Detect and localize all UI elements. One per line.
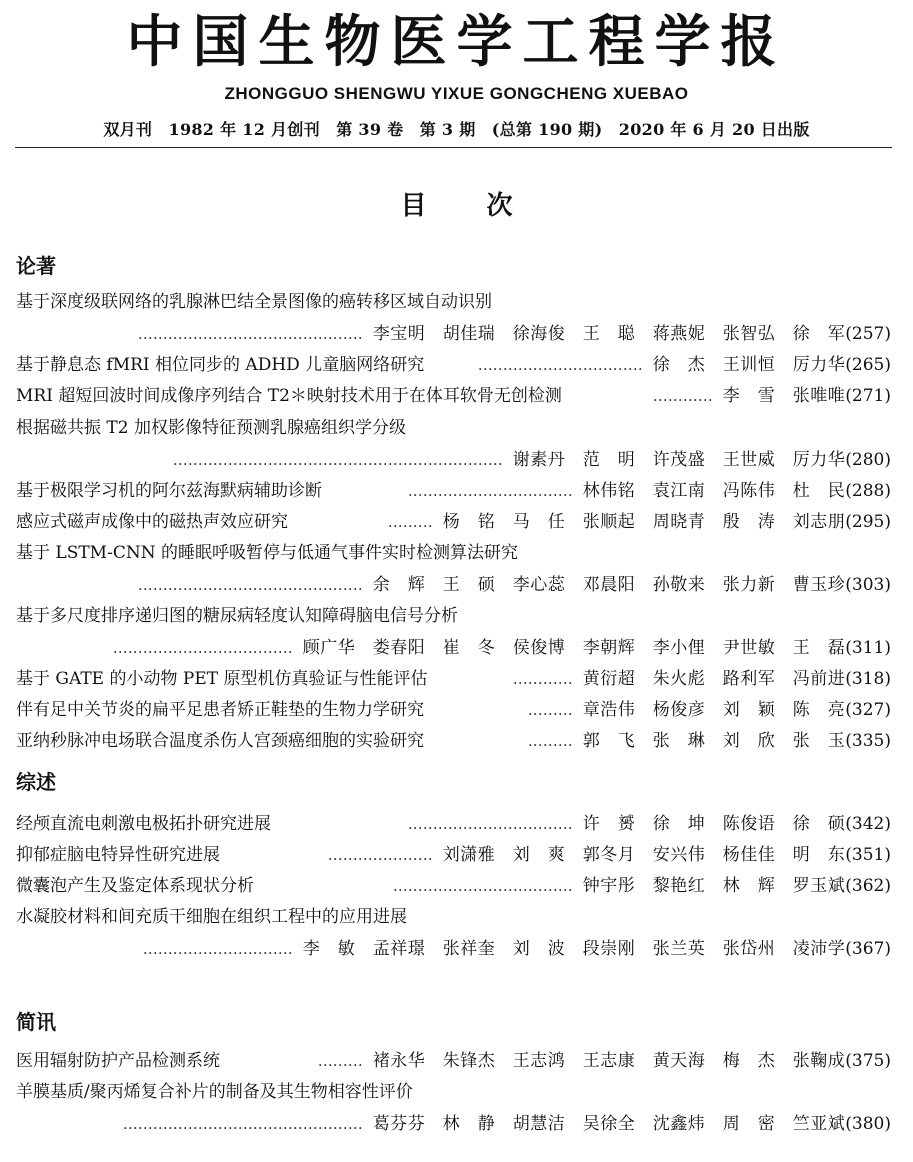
article-byline <box>528 727 891 755</box>
toc-line <box>16 602 891 630</box>
article-byline <box>138 320 891 348</box>
page-number[interactable]: (367) <box>845 939 891 959</box>
toc-line <box>16 665 891 693</box>
article-byline <box>318 1047 891 1075</box>
page-number[interactable]: (380) <box>845 1114 891 1134</box>
leader-dots: ………………………………………………………… <box>172 451 503 469</box>
toc-line <box>16 696 891 724</box>
page-number[interactable]: (342) <box>845 814 891 834</box>
toc-line <box>16 935 891 963</box>
toc-line <box>16 634 891 662</box>
article-title[interactable]: 亚纳秒脉冲电场联合温度杀伤人宫颈癌细胞的实验研究 <box>16 731 424 751</box>
article-authors: 余 辉 王 硕 李心蕊 邓晨阳 孙敬来 张力新 曹玉珍 <box>372 575 846 595</box>
article-authors: 林伟铭 袁江南 冯陈伟 杜 民 <box>582 481 846 501</box>
article-title[interactable]: 基于静息态 fMRI 相位同步的 ADHD 儿童脑网络研究 <box>16 355 425 375</box>
article-byline <box>653 382 891 410</box>
toc-line <box>16 320 891 348</box>
toc-line <box>16 1047 891 1075</box>
leader-dots: ……………………………… <box>392 877 573 895</box>
article-authors: 钟宇彤 黎艳红 林 辉 罗玉斌 <box>582 876 846 896</box>
article-title[interactable]: 感应式磁声成像中的磁热声效应研究 <box>16 512 288 532</box>
leader-dots: …………………………… <box>407 482 573 500</box>
leader-dots: …………………………… <box>477 356 643 374</box>
article-title[interactable]: 基于 GATE 的小动物 PET 原型机仿真验证与性能评估 <box>16 669 428 689</box>
article-authors: 郭 飞 张 琳 刘 欣 张 玉 <box>582 731 846 751</box>
toc-line <box>16 841 891 869</box>
article-byline <box>138 571 891 599</box>
page-number[interactable]: (288) <box>845 481 891 501</box>
article-byline <box>173 446 891 474</box>
section-title-jianxun: 简讯 <box>16 1010 56 1034</box>
article-title[interactable]: 基于深度级联网络的乳腺淋巴结全景图像的癌转移区域自动识别 <box>16 292 492 312</box>
toc-line <box>16 351 891 379</box>
article-byline <box>528 696 891 724</box>
article-title[interactable]: 抑郁症脑电特异性研究进展 <box>16 845 220 865</box>
article-title[interactable]: 基于 LSTM-CNN 的睡眠呼吸暂停与低通气事件实时检测算法研究 <box>16 543 518 563</box>
toc-line <box>16 539 891 567</box>
article-byline <box>478 351 891 379</box>
article-authors: 李 敏 孟祥璟 张祥奎 刘 波 段崇刚 张兰英 张岱州 凌沛学 <box>302 939 846 959</box>
article-title[interactable]: 羊膜基质/聚丙烯复合补片的制备及其生物相容性评价 <box>16 1082 413 1102</box>
page-number[interactable]: (265) <box>845 355 891 375</box>
toc-line <box>16 727 891 755</box>
section-title-lunzhu: 论著 <box>16 254 56 278</box>
page-number[interactable]: (311) <box>845 638 891 658</box>
article-authors: 顾广华 娄春阳 崔 冬 侯俊博 李朝辉 李小俚 尹世敏 王 磊 <box>302 638 846 658</box>
page-number[interactable]: (257) <box>845 324 891 344</box>
page-number[interactable]: (375) <box>845 1051 891 1071</box>
toc-line <box>16 903 891 931</box>
toc-line <box>16 446 891 474</box>
leader-dots: ……… <box>387 513 433 531</box>
page-number[interactable]: (327) <box>845 700 891 720</box>
article-authors: 黄衍超 朱火彪 路利军 冯前进 <box>582 669 846 689</box>
article-authors: 许 赟 徐 坤 陈俊语 徐 硕 <box>582 814 846 834</box>
toc-line <box>16 382 891 410</box>
masthead <box>0 0 913 150</box>
article-authors: 刘潇雅 刘 爽 郭冬月 安兴伟 杨佳佳 明 东 <box>442 845 846 865</box>
toc-line <box>16 872 891 900</box>
article-authors: 徐 杰 王训恒 厉力华 <box>652 355 846 375</box>
leader-dots: ………………………… <box>142 940 293 958</box>
leader-dots: ………………… <box>327 846 433 864</box>
toc-line <box>16 571 891 599</box>
journal-pinyin-title: ZHONGGUO SHENGWU YIXUE GONGCHENG XUEBAO <box>224 84 689 103</box>
article-title[interactable]: 基于极限学习机的阿尔兹海默病辅助诊断 <box>16 481 322 501</box>
leader-dots: ……… <box>527 701 573 719</box>
article-title[interactable]: 医用辐射防护产品检测系统 <box>16 1051 220 1071</box>
page-number[interactable]: (280) <box>845 450 891 470</box>
toc-line <box>16 508 891 536</box>
leader-dots: ……………………………………… <box>137 325 363 343</box>
page-number[interactable]: (271) <box>845 386 891 406</box>
toc-line <box>16 1078 891 1106</box>
toc-line <box>16 1110 891 1138</box>
page-number[interactable]: (351) <box>845 845 891 865</box>
article-byline <box>513 665 891 693</box>
article-byline <box>113 634 891 662</box>
leader-dots: ………… <box>512 670 573 688</box>
leader-dots: ……………………………… <box>112 639 293 657</box>
article-byline <box>408 477 891 505</box>
leader-dots: ……… <box>527 732 573 750</box>
article-byline <box>143 935 891 963</box>
article-authors: 褚永华 朱锋杰 王志鸿 王志康 黄天海 梅 杰 张鞠成 <box>372 1051 846 1071</box>
toc-line <box>16 414 891 442</box>
leader-dots: ……… <box>317 1052 363 1070</box>
article-authors: 谢素丹 范 明 许茂盛 王世威 厉力华 <box>512 450 846 470</box>
toc-line <box>16 477 891 505</box>
page-number[interactable]: (318) <box>845 669 891 689</box>
toc-line <box>16 288 891 316</box>
article-byline <box>393 872 891 900</box>
toc-heading: 目次 <box>400 191 573 221</box>
article-authors: 章浩伟 杨俊彦 刘 颖 陈 亮 <box>582 700 846 720</box>
article-authors: 李 雪 张唯唯 <box>722 386 846 406</box>
article-title[interactable]: 经颅直流电刺激电极拓扑研究进展 <box>16 814 271 834</box>
article-title[interactable]: MRI 超短回波时间成像序列结合 T2＊映射技术用于在体耳软骨无创检测 <box>16 386 562 406</box>
article-byline <box>408 810 891 838</box>
article-authors: 杨 铭 马 任 张顺起 周晓青 殷 涛 刘志朋 <box>442 512 846 532</box>
leader-dots: ………………………………………… <box>122 1115 363 1133</box>
article-authors: 葛芬芬 林 静 胡慧洁 吴徐全 沈鑫炜 周 密 竺亚斌 <box>372 1114 846 1134</box>
section-title-zongshu: 综述 <box>16 770 56 794</box>
article-title[interactable]: 微囊泡产生及鉴定体系现状分析 <box>16 876 254 896</box>
masthead-divider <box>15 147 892 148</box>
article-title[interactable]: 根据磁共振 T2 加权影像特征预测乳腺癌组织学分级 <box>16 418 406 438</box>
article-title[interactable]: 水凝胶材料和间充质干细胞在组织工程中的应用进展 <box>16 907 407 927</box>
article-byline <box>123 1110 891 1138</box>
leader-dots: ………… <box>652 387 713 405</box>
article-byline <box>328 841 891 869</box>
page-number[interactable]: (295) <box>845 512 891 532</box>
article-authors: 李宝明 胡佳瑞 徐海俊 王 聪 蒋燕妮 张智弘 徐 军 <box>372 324 846 344</box>
leader-dots: …………………………… <box>407 815 573 833</box>
page-number[interactable]: (362) <box>845 876 891 896</box>
leader-dots: ……………………………………… <box>137 576 363 594</box>
article-title[interactable]: 基于多尺度排序递归图的糖尿病轻度认知障碍脑电信号分析 <box>16 606 458 626</box>
article-byline <box>388 508 891 536</box>
page-number[interactable]: (303) <box>845 575 891 595</box>
toc-line <box>16 810 891 838</box>
page-number[interactable]: (335) <box>845 731 891 751</box>
journal-title: 中国生物医学工程学报 <box>126 10 787 75</box>
issue-info: 双月刊 1982 年 12 月创刊 第 39 卷 第 3 期 (总第 190 期) 2020 年 6 月 20 日出版 <box>103 120 810 139</box>
article-title[interactable]: 伴有足中关节炎的扁平足患者矫正鞋垫的生物力学研究 <box>16 700 424 720</box>
